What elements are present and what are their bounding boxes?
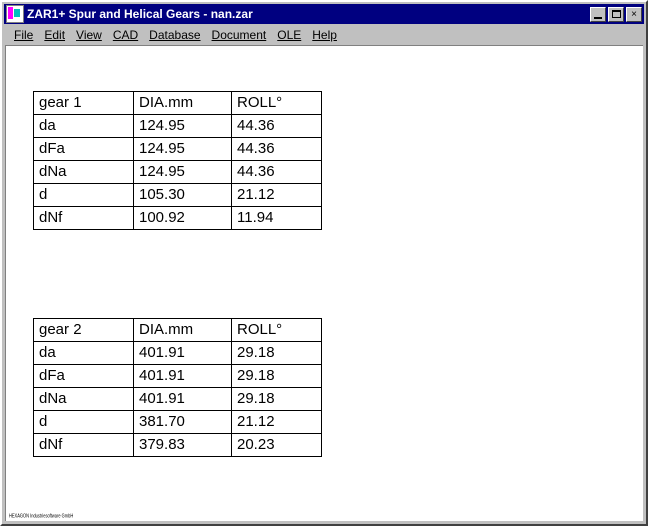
- menu-item-help[interactable]: [307, 27, 343, 43]
- gear1-row1-name: dFa: [34, 138, 134, 161]
- title-bar: [4, 4, 644, 24]
- gear1-row2-roll: 44.36: [232, 161, 322, 184]
- gear1-row4-name: dNf: [34, 207, 134, 230]
- gear1-row2-name: dNa: [34, 161, 134, 184]
- table-row: [34, 207, 322, 230]
- gear2-row1-roll: 29.18: [232, 365, 322, 388]
- maximize-icon: [612, 10, 621, 18]
- menu-item-edit[interactable]: [39, 27, 71, 43]
- table-row: [34, 184, 322, 207]
- gear2-row1-dia: 401.91: [134, 365, 232, 388]
- gear1-table: [33, 91, 322, 230]
- gear2-row0-roll: 29.18: [232, 342, 322, 365]
- gear2-header-name: gear 2: [34, 319, 134, 342]
- gear2-row3-roll: 21.12: [232, 411, 322, 434]
- menu-label-edit: Edit: [44, 27, 66, 42]
- table-row: [34, 411, 322, 434]
- menu-bar: [4, 25, 644, 44]
- gear1-row4-roll: 11.94: [232, 207, 322, 230]
- menu-item-document[interactable]: [207, 27, 273, 43]
- gear1-row0-dia: 124.95: [134, 115, 232, 138]
- menu-label-view: View: [76, 27, 102, 42]
- minimize-button[interactable]: [590, 7, 606, 22]
- gear2-row4-dia: 379.83: [134, 434, 232, 457]
- menu-item-file[interactable]: [9, 27, 39, 43]
- gear2-row2-dia: 401.91: [134, 388, 232, 411]
- menu-label-file: File: [14, 27, 34, 42]
- gear1-row0-name: da: [34, 115, 134, 138]
- table-row: [34, 138, 322, 161]
- menu-label-help: Help: [312, 27, 337, 42]
- gear2-header-roll: ROLL°: [232, 319, 322, 342]
- table-row: [34, 342, 322, 365]
- gear1-row1-dia: 124.95: [134, 138, 232, 161]
- gear1-header-name: gear 1: [34, 92, 134, 115]
- table-header-row: [34, 92, 322, 115]
- table-row: [34, 365, 322, 388]
- window-controls: [590, 7, 643, 22]
- gear1-row3-roll: 21.12: [232, 184, 322, 207]
- gear2-row2-roll: 29.18: [232, 388, 322, 411]
- minimize-icon: [594, 17, 602, 19]
- menu-label-document: Document: [211, 27, 267, 42]
- gear1-row0-roll: 44.36: [232, 115, 322, 138]
- close-icon: ×: [631, 8, 637, 20]
- gear2-row3-name: d: [34, 411, 134, 434]
- footer-note: HEXAGON Industriesoftware GmbH: [9, 512, 74, 519]
- close-button[interactable]: [626, 7, 642, 22]
- menu-label-database: Database: [149, 27, 201, 42]
- menu-item-database[interactable]: [144, 27, 206, 43]
- maximize-button[interactable]: [608, 7, 624, 22]
- gear1-row2-dia: 124.95: [134, 161, 232, 184]
- document-canvas[interactable]: [5, 45, 643, 521]
- app-icon: [6, 5, 24, 23]
- table-header-row: [34, 319, 322, 342]
- menu-label-ole: OLE: [277, 27, 302, 42]
- gear2-row1-name: dFa: [34, 365, 134, 388]
- gear1-row1-roll: 44.36: [232, 138, 322, 161]
- menu-item-view[interactable]: [71, 27, 108, 43]
- gear2-row4-name: dNf: [34, 434, 134, 457]
- menu-item-ole[interactable]: [272, 27, 307, 43]
- table-row: [34, 115, 322, 138]
- menu-label-cad: CAD: [112, 27, 139, 42]
- gear1-header-roll: ROLL°: [232, 92, 322, 115]
- gear2-row3-dia: 381.70: [134, 411, 232, 434]
- gear2-row0-name: da: [34, 342, 134, 365]
- table-row: [34, 434, 322, 457]
- table-row: [34, 161, 322, 184]
- gear2-header-dia: DIA.mm: [134, 319, 232, 342]
- table-row: [34, 388, 322, 411]
- gear2-row0-dia: 401.91: [134, 342, 232, 365]
- gear2-table: [33, 318, 322, 457]
- gear1-header-dia: DIA.mm: [134, 92, 232, 115]
- menu-item-cad[interactable]: [108, 27, 144, 43]
- gear2-row2-name: dNa: [34, 388, 134, 411]
- gear1-row3-dia: 105.30: [134, 184, 232, 207]
- window-title: ZAR1+ Spur and Helical Gears - nan.zar: [27, 7, 253, 21]
- gear1-row4-dia: 100.92: [134, 207, 232, 230]
- gear2-row4-roll: 20.23: [232, 434, 322, 457]
- gear1-row3-name: d: [34, 184, 134, 207]
